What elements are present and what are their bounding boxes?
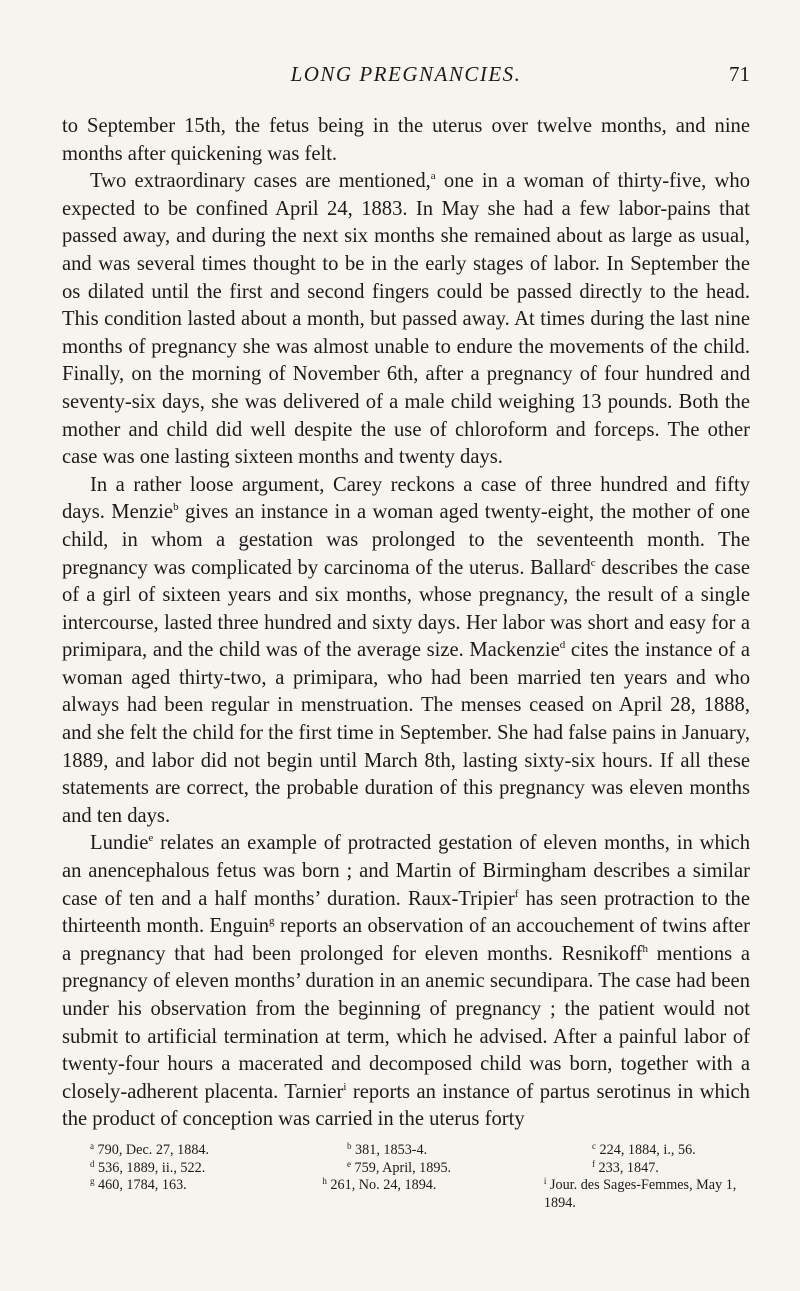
footnote [544,1177,750,1212]
text-run: mentions a pregnancy of eleven months’ duration in an anemic secundipara. The case had been under his observation from the beginning of pregnancy ; the patient would not submit to artificial termination at term, which he advised. After a painful labor of twenty-four hours a macerated and decomposed child was born, together with a closely-adherent placenta. Tarnier [62,942,750,1103]
text-run: one in a woman of thirty-five, who expected to be confined April 24, 1883. In May she had a few labor-pains that passed away, and during the next six months she remained about as large as usual, and was several times thought to be in the early stages of labor. In September the os dilated until the first and second fingers could be passed directly to the head. This condition lasted about a month, but passed away. At times during the last nine months of pregnancy she was almost unable to endure the movements of the child. Finally, on the morning of November 6th, after a pregnancy of four hundred and seventy-six days, she was delivered of a male child weighing 13 pounds. Both the mother and child did well despite the use of chloroform and forceps. The other case was one lasting sixteen months and twenty days. [62,170,750,469]
paragraph [62,168,750,472]
running-head: LONG PREGNANCIES. [290,62,522,86]
footnote-mark: d [90,1158,95,1169]
footnote-text: 261, No. 24, 1894. [326,1177,437,1193]
text-run: describes the case of a girl of sixteen years and six months, whose pregnancy, the result of a single intercourse, lasted three hundred and sixty days. Her labor was short and easy for a primipara, and the child was of the average size. Mackenzie [62,556,750,662]
text-run: In a rather loose argument, Carey reckons a case of three hundred and fifty days. Menzie [62,473,750,524]
text-run: to September 15th, the fetus being in the uterus over twelve months, and nine months after quickening was felt. [62,115,750,165]
footnote [90,1177,322,1212]
footnote-ref: e [148,832,154,845]
footnote [90,1142,347,1160]
footnote [322,1177,544,1212]
footnote-ref: g [269,915,275,928]
text-run: relates an example of protracted gestation of eleven months, in which an anencephalous fetus was born ; and Martin of Birmingham describes a similar case of ten and a half months’ duration. Raux-Tripier [62,832,750,910]
footnote-mark: e [347,1158,351,1169]
text-run: gives an instance in a woman aged twenty-eight, the mother of one child, in whom a gestation was prolonged to the seventeenth month. The pregnancy was complicated by carcinoma of the uterus. Ballard [62,501,751,579]
footnote-mark: c [592,1141,596,1151]
footnote-mark: a [90,1141,94,1151]
text-run: reports an instance of partus serotinus in which the product of conception was carried in the uterus forty [62,1080,750,1131]
footnote-text: 759, April, 1895. [351,1159,452,1176]
paragraph [62,472,750,831]
footnote-mark: h [322,1176,327,1186]
footnote-ref: c [590,556,596,569]
body-text [62,113,750,1134]
footnote [347,1142,592,1160]
text-run: cites the instance of a woman aged thirty-two, a primipara, who had been married ten years and who always had been regular in menstruation. The menses ceased on April 28, 1888, and she felt the child for the first time in September. She had false pains in January, 1889, and labor did not begin until March 8th, lasting sixty-six hours. If all these statements are correct, the probable duration of this pregnancy was eleven months and ten days. [62,639,750,827]
footnote-mark: i [543,1176,547,1186]
footnote-ref: i [343,1080,347,1093]
footnote-row [90,1142,750,1160]
footnote-text: 233, 1847. [595,1159,659,1176]
page-header [62,62,750,92]
footnote [592,1160,659,1178]
text-run: Two extraordinary cases are mentioned, [90,170,431,193]
paragraph [62,113,750,168]
footnote-text: 381, 1853-4. [351,1142,428,1158]
footnote-ref: d [559,639,566,652]
text-run: has seen protraction to the thirteenth month. Enguin [62,887,750,938]
footnotes [90,1142,750,1212]
footnote [592,1142,696,1160]
text-run: Lundie [90,832,149,855]
footnote-text: 536, 1889, ii., 522. [94,1159,206,1176]
footnote-ref: h [642,942,648,955]
footnote-text: 460, 1784, 163. [94,1177,187,1193]
footnote-mark: g [90,1176,95,1186]
footnote [90,1160,347,1178]
footnote-ref: b [173,501,179,514]
footnote-row [90,1177,750,1212]
footnote-mark: b [347,1141,352,1151]
footnote-mark: f [592,1158,595,1169]
paragraph [62,830,750,1134]
footnote-text: 224, 1884, i., 56. [596,1142,696,1158]
footnote-ref: f [514,887,519,900]
footnote-ref: a [430,170,436,183]
footnote-row [90,1160,750,1178]
footnote [347,1160,592,1178]
text-run: reports an observation of an accouchement of twins after a pregnancy that had been prolonged for eleven months. Resnikoff [62,915,750,965]
footnote-text: Jour. des Sages-Femmes, May 1, 1894. [543,1177,737,1211]
footnote-text: 790, Dec. 27, 1884. [94,1142,210,1158]
page-number: 71 [729,62,750,86]
